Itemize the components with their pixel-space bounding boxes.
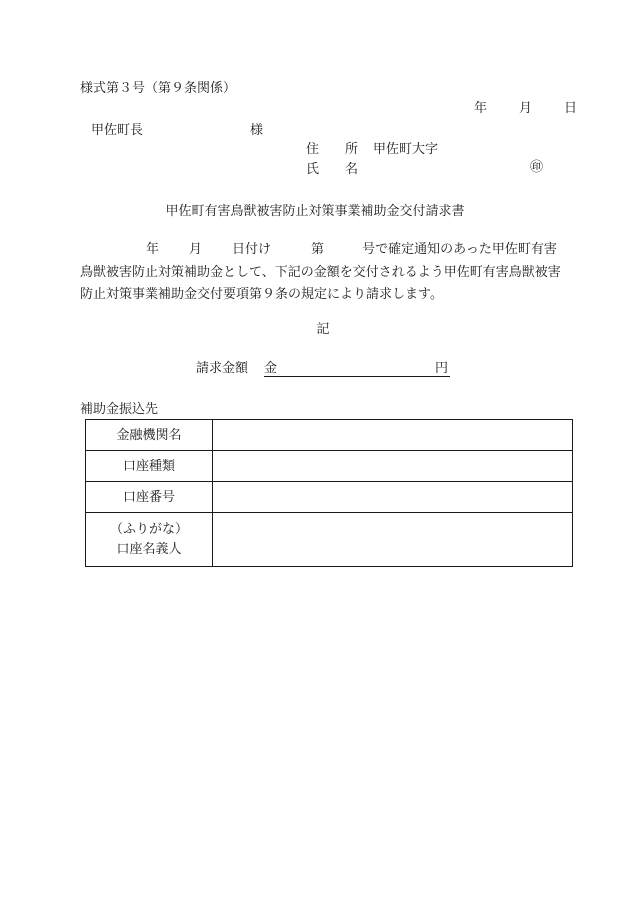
date-line — [474, 102, 577, 115]
body-dated: 日付け — [232, 242, 272, 257]
body-month: 月 — [189, 242, 203, 257]
bank-table — [85, 419, 573, 567]
amount-unit: 円 — [434, 361, 448, 376]
account-holder-cell[interactable] — [213, 513, 573, 567]
bank-heading: 補助金振込先 — [80, 402, 159, 417]
date-year: 年 — [474, 101, 488, 116]
table-row — [86, 482, 573, 513]
table-row — [86, 420, 573, 451]
addressee-name: 甲佐町長 — [91, 123, 144, 138]
body-line-2: 鳥獣被害防止対策補助金として、下記の金額を交付されるよう甲佐町有害鳥獣被害 — [80, 265, 561, 280]
form-number: 様式第３号（第９条関係） — [80, 81, 237, 96]
account-holder-label — [86, 513, 213, 567]
name-label: 氏 名 — [306, 162, 359, 177]
address-label: 住 所 — [306, 142, 359, 157]
account-type-cell[interactable] — [213, 451, 573, 482]
account-number-cell[interactable] — [213, 482, 573, 513]
table-row — [86, 513, 573, 567]
seal-mark: ㊞ — [530, 160, 544, 175]
addressee-honorific: 様 — [250, 123, 264, 138]
amount-field[interactable] — [264, 360, 450, 377]
account-type-label: 口座種類 — [86, 451, 213, 482]
address-value: 甲佐町大字 — [373, 142, 439, 157]
bank-name-cell[interactable] — [213, 420, 573, 451]
body-line-3: 防止対策事業補助金交付要項第９条の規定により請求します。 — [80, 287, 443, 302]
date-month: 月 — [519, 101, 533, 116]
amount-prefix: 金 — [264, 361, 278, 376]
document-title: 甲佐町有害鳥獣被害防止対策事業補助金交付請求書 — [165, 204, 465, 219]
furigana-label: （ふりがな） — [109, 521, 188, 537]
bank-name-label: 金融機関名 — [86, 420, 213, 451]
body-line-1 — [80, 243, 557, 256]
account-holder-text: 口座名義人 — [116, 541, 182, 557]
date-day: 日 — [564, 101, 578, 116]
amount-label: 請求金額 — [196, 361, 249, 376]
body-text: 号で確定通知のあった甲佐町有害 — [362, 242, 557, 257]
account-number-label: 口座番号 — [86, 482, 213, 513]
ki-heading: 記 — [316, 322, 330, 337]
table-row — [86, 451, 573, 482]
body-year: 年 — [146, 242, 160, 257]
body-dai: 第 — [311, 242, 325, 257]
